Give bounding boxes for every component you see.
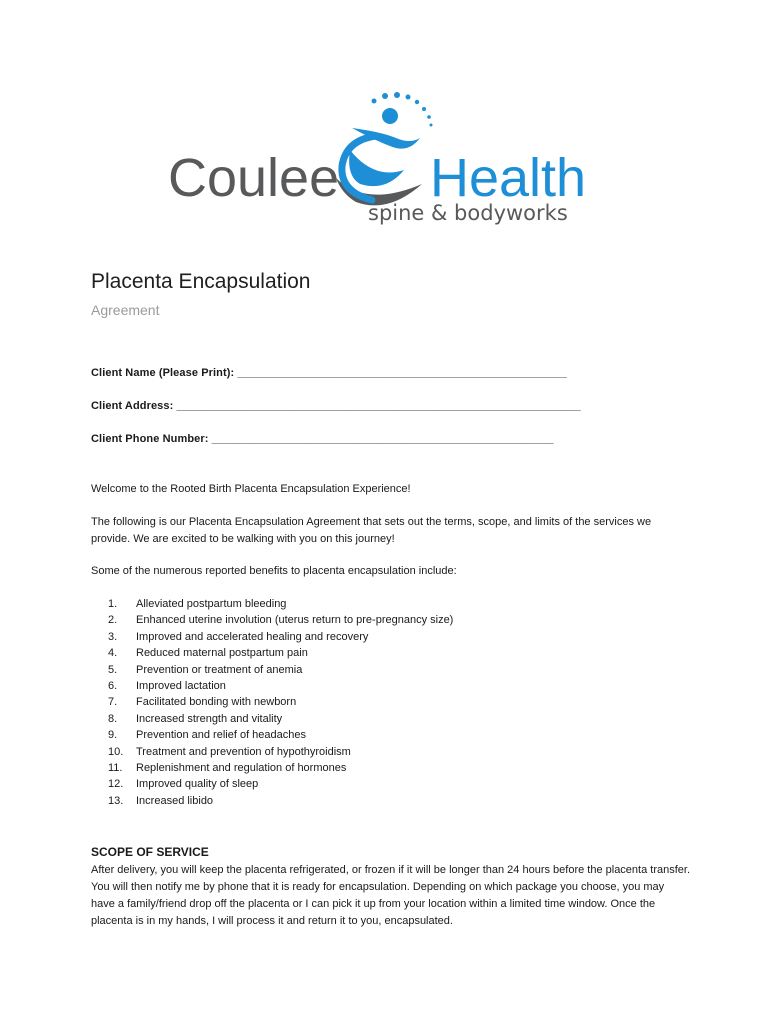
list-item bbox=[108, 793, 453, 809]
scope-paragraph: After delivery, you will keep the placenta refrigerated, or frozen if it will be longer than 24 hours before the placenta transfer. You will then notify me by phone that it is ready for encapsulation. Depending on which package you choose, you may have a family/friend drop off the placenta or I can pick it up from your location within a limited time window. Once the placenta is in my hands, I will process it and return it to you, encapsulated. bbox=[91, 864, 691, 927]
welcome-text: Welcome to the Rooted Birth Placenta Encapsulation Experience! bbox=[91, 483, 411, 495]
list-item bbox=[108, 629, 453, 645]
company-logo bbox=[160, 88, 610, 233]
list-item-number: 6. bbox=[108, 679, 118, 692]
list-item bbox=[108, 727, 453, 743]
intro-paragraph: The following is our Placenta Encapsulation Agreement that sets out the terms, scope, and limits of the services we provide. We are excited to be walking with you on this journey! bbox=[91, 516, 652, 545]
list-item bbox=[108, 645, 453, 661]
list-item-number: 1. bbox=[108, 598, 118, 610]
list-item-text: Treatment and prevention of hypothyroidism bbox=[136, 745, 351, 758]
logo-figure-head bbox=[382, 108, 398, 124]
logo-dots-arc bbox=[372, 92, 433, 127]
list-item-text: Improved quality of sleep bbox=[136, 778, 259, 791]
list-item-text: Improved and accelerated healing and recovery bbox=[136, 630, 369, 643]
list-item bbox=[108, 744, 453, 760]
logo-brand-left: Coulee bbox=[168, 148, 340, 208]
list-item-number: 9. bbox=[108, 729, 118, 742]
list-item bbox=[108, 694, 453, 710]
list-item-number: 5. bbox=[108, 663, 118, 676]
list-item-text: Enhanced uterine involution (uterus return to pre-pregnancy size) bbox=[136, 614, 454, 627]
list-item bbox=[108, 612, 453, 628]
list-item-number: 13. bbox=[108, 794, 124, 807]
benefits-list bbox=[108, 596, 453, 809]
benefits-intro: Some of the numerous reported benefits to placenta encapsulation include: bbox=[91, 565, 457, 577]
list-item bbox=[108, 662, 453, 678]
list-item bbox=[108, 596, 453, 612]
logo-brand-right: Health bbox=[430, 148, 587, 208]
list-item-text: Replenishment and regulation of hormones bbox=[136, 761, 347, 774]
list-item-number: 11. bbox=[108, 761, 123, 774]
list-item-number: 4. bbox=[108, 647, 118, 660]
list-item-text: Improved lactation bbox=[136, 679, 226, 692]
list-item-text: Reduced maternal postpartum pain bbox=[136, 647, 308, 660]
list-item bbox=[108, 711, 453, 727]
list-item bbox=[108, 760, 453, 776]
client-phone-field[interactable]: Client Phone Number: _______________________________________________________ bbox=[91, 433, 554, 445]
list-item-number: 7. bbox=[108, 696, 118, 709]
list-item-number: 2. bbox=[108, 614, 118, 627]
list-item-number: 10. bbox=[108, 745, 124, 758]
list-item-text: Facilitated bonding with newborn bbox=[136, 696, 297, 709]
list-item-number: 3. bbox=[108, 630, 118, 643]
client-name-field[interactable]: Client Name (Please Print): _____________________________________________________ bbox=[91, 367, 567, 379]
logo-figure-body bbox=[349, 150, 404, 186]
document-title: Placenta Encapsulation bbox=[91, 270, 311, 293]
document-subtitle: Agreement bbox=[91, 302, 160, 318]
list-item-text: Increased libido bbox=[136, 794, 214, 807]
list-item bbox=[108, 776, 453, 792]
list-item-number: 8. bbox=[108, 712, 118, 725]
client-address-field[interactable]: Client Address: _________________________________________________________________ bbox=[91, 400, 581, 412]
scope-heading: SCOPE OF SERVICE bbox=[91, 845, 209, 859]
logo-tagline: spine & bodyworks bbox=[368, 201, 568, 225]
list-item-number: 12. bbox=[108, 778, 124, 791]
list-item-text: Alleviated postpartum bleeding bbox=[136, 598, 287, 610]
list-item-text: Prevention and relief of headaches bbox=[136, 729, 307, 742]
list-item-text: Increased strength and vitality bbox=[136, 712, 283, 725]
list-item-text: Prevention or treatment of anemia bbox=[136, 663, 303, 676]
list-item bbox=[108, 678, 453, 694]
